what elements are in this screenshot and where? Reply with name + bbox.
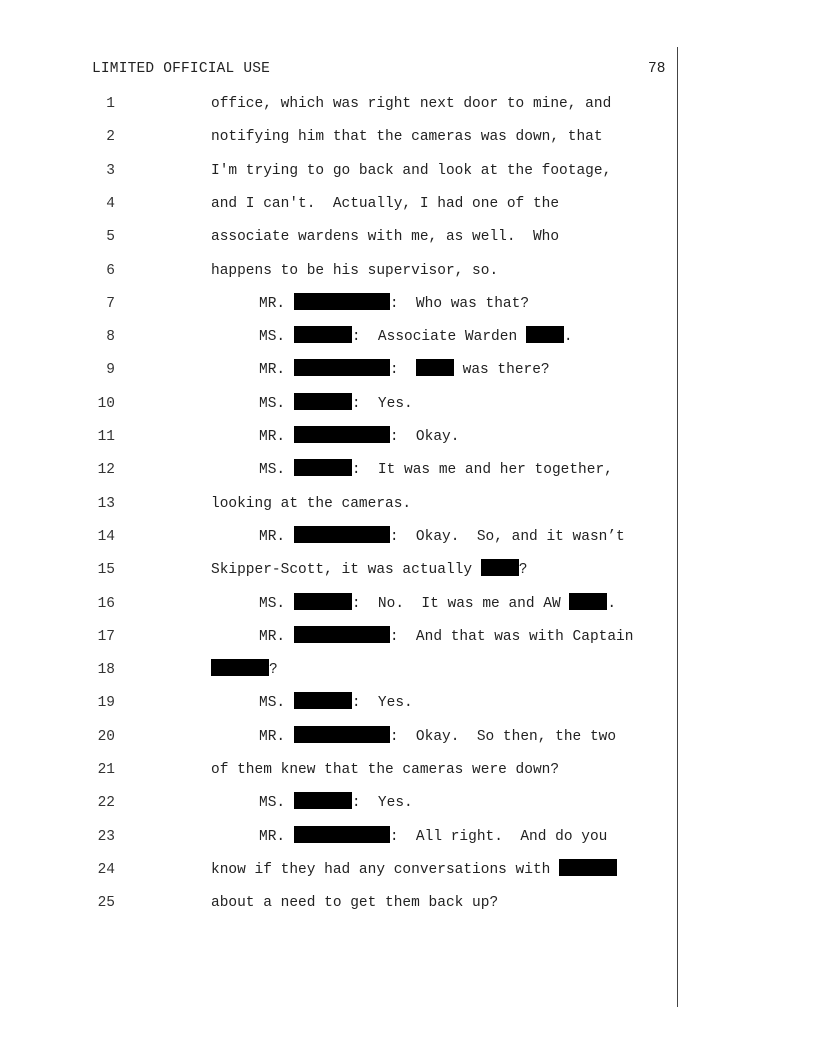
- transcript-line: [0, 126, 816, 148]
- line-number: 7: [106, 295, 115, 312]
- line-number: 15: [97, 562, 115, 579]
- line-text-segment: : Yes.: [351, 695, 413, 712]
- line-text-segment: MR.: [259, 528, 294, 545]
- line-number: 13: [97, 495, 115, 512]
- transcript-line: [0, 792, 816, 814]
- line-text: [259, 359, 550, 381]
- line-number: 16: [97, 595, 115, 612]
- transcript-line: [0, 759, 816, 781]
- line-number: 18: [97, 662, 115, 679]
- transcript-line: [0, 493, 816, 515]
- line-number: 9: [106, 362, 115, 379]
- line-number: 10: [97, 395, 115, 412]
- line-number: 23: [97, 828, 115, 845]
- transcript-line: [0, 526, 816, 548]
- line-text-segment: Skipper-Scott, it was actually: [211, 562, 481, 579]
- line-text: [259, 792, 413, 814]
- redaction-bar: [294, 459, 352, 476]
- line-number: 1: [106, 96, 115, 112]
- line-text: [259, 459, 613, 481]
- line-text-segment: happens to be his supervisor, so.: [211, 262, 499, 279]
- line-text: [259, 526, 625, 548]
- redaction-bar: [569, 593, 607, 610]
- redaction-bar: [294, 593, 352, 610]
- line-text: [259, 326, 573, 348]
- transcript-line: [0, 160, 816, 182]
- redaction-bar: [294, 326, 352, 343]
- line-text-segment: MS.: [259, 462, 294, 479]
- line-text-segment: .: [607, 595, 617, 612]
- line-number: 20: [97, 728, 115, 745]
- line-text: [259, 426, 459, 448]
- transcript-line: [0, 260, 816, 282]
- line-text-segment: : And that was with Captain: [389, 628, 634, 645]
- redaction-bar: [294, 426, 390, 443]
- transcript-line: [0, 626, 816, 648]
- line-text-segment: MR.: [259, 728, 294, 745]
- page-header-label: LIMITED OFFICIAL USE: [92, 61, 271, 77]
- transcript-line: [0, 892, 816, 914]
- redaction-bar: [294, 626, 390, 643]
- line-text-segment: : Okay.: [389, 429, 460, 445]
- line-text: [259, 726, 616, 748]
- redaction-bar: [294, 692, 352, 709]
- transcript-line: [0, 426, 816, 448]
- line-text-segment: MR.: [259, 628, 294, 645]
- transcript-line: [0, 559, 816, 581]
- transcript-line: [0, 692, 816, 714]
- line-text-segment: MR.: [259, 362, 294, 379]
- line-text-segment: and I can't. Actually, I had one of the: [211, 195, 560, 212]
- line-text-segment: MS.: [259, 395, 294, 412]
- line-text-segment: MR.: [259, 828, 294, 845]
- line-text-segment: was there?: [453, 362, 550, 379]
- line-text: [259, 293, 529, 315]
- line-text-segment: of them knew that the cameras were down?: [211, 762, 560, 778]
- line-text: [211, 93, 611, 115]
- line-text-segment: : No. It was me and AW: [351, 595, 570, 612]
- line-text-segment: associate wardens with me, as well. Who: [211, 229, 560, 246]
- transcript-line: [0, 659, 816, 681]
- redaction-bar: [294, 393, 352, 410]
- transcript-line: [0, 226, 816, 248]
- line-text: [259, 826, 607, 848]
- line-text: [211, 659, 278, 681]
- redaction-bar: [294, 726, 390, 743]
- transcript-line: [0, 193, 816, 215]
- line-text: [259, 692, 413, 714]
- line-text-segment: notifying him that the cameras was down, that: [211, 129, 603, 146]
- line-number: 24: [97, 861, 115, 878]
- line-text: [211, 759, 559, 781]
- line-text: [211, 559, 527, 581]
- line-text-segment: : Who was that?: [389, 295, 530, 312]
- line-number: 12: [97, 462, 115, 479]
- line-number: 17: [97, 628, 115, 645]
- line-text-segment: :: [389, 362, 416, 379]
- line-text-segment: MS.: [259, 695, 294, 712]
- redaction-bar: [294, 792, 352, 809]
- transcript-line: [0, 359, 816, 381]
- line-text: [211, 126, 603, 148]
- line-text-segment: : Okay. So then, the two: [389, 728, 617, 745]
- line-text: [259, 593, 616, 615]
- transcript-line: [0, 293, 816, 315]
- line-text-segment: : All right. And do you: [389, 828, 608, 845]
- line-text: [259, 626, 633, 648]
- line-number: 21: [97, 762, 115, 778]
- line-text-segment: MS.: [259, 329, 294, 346]
- line-text-segment: MR.: [259, 295, 294, 312]
- line-text-segment: .: [563, 329, 573, 346]
- line-number: 19: [97, 695, 115, 712]
- transcript-line: [0, 326, 816, 348]
- transcript-line: [0, 459, 816, 481]
- redaction-bar: [526, 326, 564, 343]
- line-text: [211, 226, 559, 248]
- transcript-line: [0, 593, 816, 615]
- line-number: 11: [97, 429, 115, 445]
- transcript-line: [0, 826, 816, 848]
- line-text-segment: looking at the cameras.: [211, 495, 412, 512]
- line-text-segment: : Yes.: [351, 795, 413, 812]
- redaction-bar: [294, 293, 390, 310]
- redaction-bar: [481, 559, 519, 576]
- line-text-segment: : Okay. So, and it wasn’t: [389, 528, 625, 545]
- line-text-segment: : It was me and her together,: [351, 462, 613, 479]
- redaction-bar: [294, 826, 390, 843]
- line-text-segment: ?: [269, 662, 278, 679]
- transcript-line: [0, 393, 816, 415]
- line-text-segment: MR.: [259, 429, 294, 445]
- line-number: 14: [97, 528, 115, 545]
- line-text-segment: know if they had any conversations with: [211, 861, 560, 878]
- line-text-segment: MS.: [259, 795, 294, 812]
- redaction-bar: [294, 359, 390, 376]
- line-number: 3: [106, 162, 115, 179]
- line-text: [211, 160, 611, 182]
- transcript-line: [0, 859, 816, 881]
- line-number: 2: [106, 129, 115, 146]
- line-number: 6: [106, 262, 115, 279]
- line-text-segment: I'm trying to go back and look at the footage,: [211, 162, 612, 179]
- transcript-line: [0, 93, 816, 115]
- redaction-bar: [294, 526, 390, 543]
- redaction-bar: [559, 859, 617, 876]
- page-number: 78: [648, 61, 666, 77]
- line-text-segment: about a need to get them back up?: [211, 895, 499, 912]
- line-text: [211, 493, 411, 515]
- line-text-segment: office, which was right next door to mine, and: [211, 96, 612, 112]
- line-text-segment: : Yes.: [351, 395, 413, 412]
- redaction-bar: [416, 359, 454, 376]
- redaction-bar: [211, 659, 269, 676]
- line-text: [259, 393, 413, 415]
- line-number: 25: [97, 895, 115, 912]
- line-text-segment: : Associate Warden: [351, 329, 526, 346]
- line-text-segment: MS.: [259, 595, 294, 612]
- transcript-line: [0, 726, 816, 748]
- line-number: 4: [106, 195, 115, 212]
- line-text: [211, 193, 559, 215]
- line-text: [211, 260, 498, 282]
- line-number: 5: [106, 229, 115, 246]
- line-number: 8: [106, 329, 115, 346]
- line-text: [211, 892, 498, 914]
- line-text: [211, 859, 617, 881]
- line-text-segment: ?: [518, 562, 528, 579]
- line-number: 22: [97, 795, 115, 812]
